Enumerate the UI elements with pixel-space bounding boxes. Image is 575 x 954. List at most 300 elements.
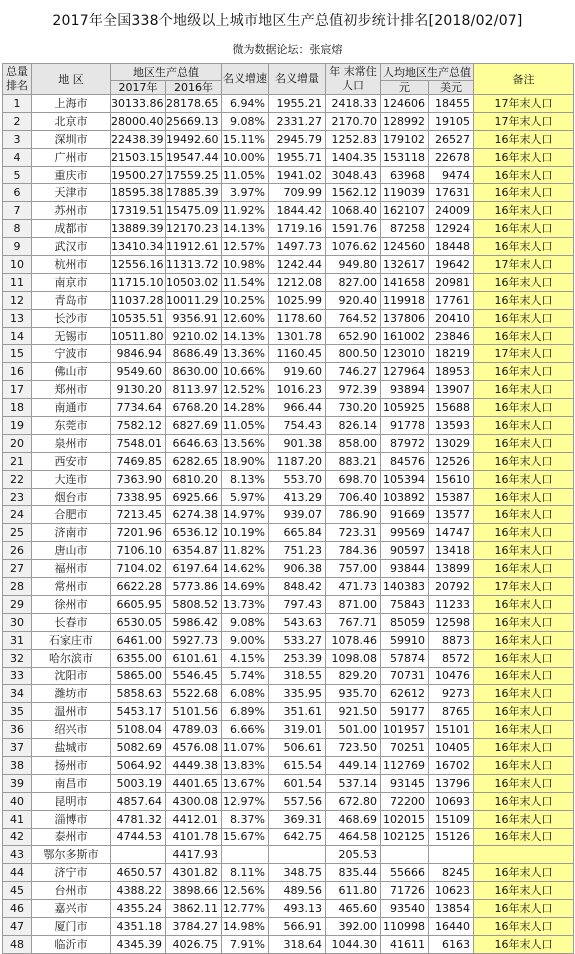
nominal-increment-cell: 2945.79	[269, 130, 326, 148]
rank-cell: 37	[3, 739, 32, 757]
rank-cell: 42	[3, 828, 32, 846]
note-cell: 16年末人口	[474, 560, 574, 578]
per-capita-yuan-cell: 59177	[381, 703, 429, 721]
gdp-2017-cell: 7213.45	[111, 506, 166, 524]
table-row	[3, 882, 574, 900]
table-row	[3, 649, 574, 667]
rank-cell: 3	[3, 130, 32, 148]
note-cell: 16年末人口	[474, 381, 574, 399]
per-capita-yuan-cell: 128992	[381, 112, 429, 130]
note-cell: 16年末人口	[474, 273, 574, 291]
population-cell: 746.27	[326, 363, 381, 381]
table-row	[3, 112, 574, 130]
note-cell: 16年末人口	[474, 792, 574, 810]
gdp-2016-cell: 3898.66	[166, 882, 222, 900]
population-cell: 1068.40	[326, 202, 381, 220]
note-cell: 17年末人口	[474, 345, 574, 363]
population-cell: 800.50	[326, 345, 381, 363]
gdp-2016-cell: 4417.93	[166, 846, 222, 864]
gdp-2016-cell: 5773.86	[166, 578, 222, 596]
nominal-growth-cell: 12.60%	[222, 309, 269, 327]
per-capita-usd-cell: 26527	[429, 130, 474, 148]
rank-cell: 20	[3, 434, 32, 452]
gdp-2017-cell: 7104.02	[111, 560, 166, 578]
per-capita-usd-cell: 24009	[429, 202, 474, 220]
rank-cell: 40	[3, 792, 32, 810]
region-cell: 北京市	[32, 112, 111, 130]
population-cell: 652.90	[326, 327, 381, 345]
table-row	[3, 935, 574, 953]
note-cell: 16年末人口	[474, 417, 574, 435]
rank-cell: 8	[3, 220, 32, 238]
table-row	[3, 363, 574, 381]
header-population: 年 末常住人口	[326, 64, 381, 95]
nominal-growth-cell: 10.25%	[222, 291, 269, 309]
rank-cell: 43	[3, 846, 32, 864]
gdp-2016-cell: 6197.64	[166, 560, 222, 578]
nominal-increment-cell: 1941.02	[269, 166, 326, 184]
population-cell: 1562.12	[326, 184, 381, 202]
region-cell: 临沂市	[32, 935, 111, 953]
table-row	[3, 95, 574, 113]
nominal-increment-cell: 601.54	[269, 774, 326, 792]
region-cell: 成都市	[32, 220, 111, 238]
gdp-2017-cell: 18595.38	[111, 184, 166, 202]
population-cell: 706.40	[326, 488, 381, 506]
region-cell: 长春市	[32, 613, 111, 631]
rank-cell: 4	[3, 148, 32, 166]
table-body	[3, 95, 574, 954]
gdp-ranking-table	[2, 63, 574, 954]
rank-cell: 47	[3, 917, 32, 935]
population-cell: 972.39	[326, 381, 381, 399]
gdp-2017-cell: 21503.15	[111, 148, 166, 166]
nominal-increment-cell: 557.56	[269, 792, 326, 810]
population-cell: 205.53	[326, 846, 381, 864]
per-capita-yuan-cell: 70251	[381, 739, 429, 757]
rank-cell: 7	[3, 202, 32, 220]
rank-cell: 5	[3, 166, 32, 184]
per-capita-usd-cell: 13854	[429, 900, 474, 918]
nominal-increment-cell	[269, 846, 326, 864]
rank-cell: 46	[3, 900, 32, 918]
table-row	[3, 166, 574, 184]
region-cell: 常州市	[32, 578, 111, 596]
note-cell: 16年末人口	[474, 184, 574, 202]
per-capita-yuan-cell: 71726	[381, 882, 429, 900]
region-cell: 深圳市	[32, 130, 111, 148]
per-capita-usd-cell: 20981	[429, 273, 474, 291]
nominal-growth-cell: 6.94%	[222, 95, 269, 113]
gdp-2016-cell: 8630.00	[166, 363, 222, 381]
gdp-2016-cell: 4026.75	[166, 935, 222, 953]
note-cell: 16年末人口	[474, 488, 574, 506]
population-cell: 921.50	[326, 703, 381, 721]
nominal-increment-cell: 1955.71	[269, 148, 326, 166]
per-capita-usd-cell: 20410	[429, 309, 474, 327]
nominal-increment-cell: 533.27	[269, 631, 326, 649]
region-cell: 青岛市	[32, 291, 111, 309]
gdp-2016-cell: 6101.61	[166, 649, 222, 667]
nominal-increment-cell: 642.75	[269, 828, 326, 846]
region-cell: 上海市	[32, 95, 111, 113]
table-row	[3, 864, 574, 882]
per-capita-usd-cell: 8873	[429, 631, 474, 649]
table-row	[3, 220, 574, 238]
header-gdp-2016: 2016年	[166, 81, 222, 95]
region-cell: 天津市	[32, 184, 111, 202]
per-capita-yuan-cell: 119039	[381, 184, 429, 202]
table-row	[3, 578, 574, 596]
region-cell: 郑州市	[32, 381, 111, 399]
table-row	[3, 792, 574, 810]
gdp-2017-cell: 6355.00	[111, 649, 166, 667]
nominal-growth-cell: 6.89%	[222, 703, 269, 721]
per-capita-usd-cell: 15688	[429, 399, 474, 417]
gdp-2016-cell: 10011.29	[166, 291, 222, 309]
region-cell: 温州市	[32, 703, 111, 721]
region-cell: 大连市	[32, 470, 111, 488]
nominal-increment-cell: 553.70	[269, 470, 326, 488]
population-cell: 2170.70	[326, 112, 381, 130]
region-cell: 厦门市	[32, 917, 111, 935]
nominal-growth-cell: 12.52%	[222, 381, 269, 399]
note-cell: 16年末人口	[474, 882, 574, 900]
gdp-2016-cell: 5986.42	[166, 613, 222, 631]
region-cell: 哈尔滨市	[32, 649, 111, 667]
gdp-2016-cell: 6810.20	[166, 470, 222, 488]
nominal-increment-cell: 1955.21	[269, 95, 326, 113]
nominal-increment-cell: 797.43	[269, 595, 326, 613]
nominal-growth-cell: 15.67%	[222, 828, 269, 846]
rank-cell: 34	[3, 685, 32, 703]
gdp-2016-cell: 6925.66	[166, 488, 222, 506]
note-cell: 16年末人口	[474, 452, 574, 470]
region-cell: 扬州市	[32, 756, 111, 774]
per-capita-usd-cell: 8765	[429, 703, 474, 721]
header-region: 地 区	[32, 64, 111, 95]
gdp-2016-cell: 4101.78	[166, 828, 222, 846]
per-capita-usd-cell: 11233	[429, 595, 474, 613]
per-capita-usd-cell: 13907	[429, 381, 474, 399]
nominal-growth-cell: 13.73%	[222, 595, 269, 613]
per-capita-usd-cell: 17761	[429, 291, 474, 309]
table-row	[3, 613, 574, 631]
gdp-2017-cell: 12556.16	[111, 256, 166, 274]
rank-cell: 24	[3, 506, 32, 524]
table-row	[3, 184, 574, 202]
per-capita-yuan-cell: 93540	[381, 900, 429, 918]
nominal-growth-cell: 6.66%	[222, 721, 269, 739]
per-capita-usd-cell: 13796	[429, 774, 474, 792]
gdp-2016-cell: 19547.44	[166, 148, 222, 166]
region-cell: 南昌市	[32, 774, 111, 792]
gdp-2017-cell: 4781.32	[111, 810, 166, 828]
nominal-increment-cell: 351.61	[269, 703, 326, 721]
population-cell: 767.71	[326, 613, 381, 631]
nominal-growth-cell: 10.98%	[222, 256, 269, 274]
per-capita-yuan-cell: 119918	[381, 291, 429, 309]
nominal-growth-cell: 14.13%	[222, 220, 269, 238]
per-capita-usd-cell: 13899	[429, 560, 474, 578]
gdp-2016-cell: 6646.63	[166, 434, 222, 452]
per-capita-usd-cell: 18455	[429, 95, 474, 113]
per-capita-yuan-cell: 93844	[381, 560, 429, 578]
nominal-increment-cell: 1719.16	[269, 220, 326, 238]
nominal-increment-cell: 369.31	[269, 810, 326, 828]
nominal-growth-cell: 7.91%	[222, 935, 269, 953]
rank-cell: 16	[3, 363, 32, 381]
nominal-growth-cell: 9.00%	[222, 631, 269, 649]
gdp-2017-cell: 5064.92	[111, 756, 166, 774]
gdp-2016-cell: 3784.27	[166, 917, 222, 935]
nominal-growth-cell: 8.11%	[222, 864, 269, 882]
nominal-increment-cell: 919.60	[269, 363, 326, 381]
header-note: 备注	[474, 64, 574, 95]
per-capita-usd-cell: 16440	[429, 917, 474, 935]
gdp-2016-cell: 4412.01	[166, 810, 222, 828]
rank-cell: 21	[3, 452, 32, 470]
gdp-2017-cell: 5082.69	[111, 739, 166, 757]
nominal-increment-cell: 848.42	[269, 578, 326, 596]
gdp-2017-cell: 5003.19	[111, 774, 166, 792]
nominal-growth-cell: 11.05%	[222, 417, 269, 435]
rank-cell: 9	[3, 238, 32, 256]
nominal-growth-cell: 11.05%	[222, 166, 269, 184]
nominal-increment-cell: 543.63	[269, 613, 326, 631]
per-capita-usd-cell: 15610	[429, 470, 474, 488]
per-capita-usd-cell: 22678	[429, 148, 474, 166]
gdp-2017-cell: 4650.57	[111, 864, 166, 882]
per-capita-yuan-cell: 57874	[381, 649, 429, 667]
note-cell: 16年末人口	[474, 685, 574, 703]
note-cell: 16年末人口	[474, 470, 574, 488]
nominal-growth-cell: 13.67%	[222, 774, 269, 792]
per-capita-usd-cell: 13593	[429, 417, 474, 435]
gdp-2017-cell: 19500.27	[111, 166, 166, 184]
per-capita-usd-cell: 10693	[429, 792, 474, 810]
population-cell: 471.73	[326, 578, 381, 596]
gdp-2016-cell: 28178.65	[166, 95, 222, 113]
region-cell: 西安市	[32, 452, 111, 470]
per-capita-usd-cell: 18448	[429, 238, 474, 256]
population-cell: 764.52	[326, 309, 381, 327]
note-cell: 16年末人口	[474, 506, 574, 524]
gdp-2017-cell: 4355.24	[111, 900, 166, 918]
nominal-increment-cell: 318.64	[269, 935, 326, 953]
gdp-2016-cell: 8113.97	[166, 381, 222, 399]
region-cell: 南通市	[32, 399, 111, 417]
note-cell: 16年末人口	[474, 309, 574, 327]
nominal-growth-cell: 8.13%	[222, 470, 269, 488]
table-row	[3, 667, 574, 685]
note-cell: 17年末人口	[474, 112, 574, 130]
per-capita-usd-cell: 8572	[429, 649, 474, 667]
region-cell: 盐城市	[32, 739, 111, 757]
population-cell: 1098.08	[326, 649, 381, 667]
gdp-2016-cell: 4300.08	[166, 792, 222, 810]
per-capita-yuan-cell: 123010	[381, 345, 429, 363]
rank-cell: 32	[3, 649, 32, 667]
per-capita-usd-cell: 14747	[429, 524, 474, 542]
table-row	[3, 273, 574, 291]
nominal-growth-cell: 10.19%	[222, 524, 269, 542]
per-capita-yuan-cell: 70731	[381, 667, 429, 685]
per-capita-yuan-cell: 112769	[381, 756, 429, 774]
population-cell: 920.40	[326, 291, 381, 309]
population-cell: 829.20	[326, 667, 381, 685]
table-row	[3, 399, 574, 417]
region-cell: 嘉兴市	[32, 900, 111, 918]
population-cell: 465.60	[326, 900, 381, 918]
per-capita-usd-cell: 10623	[429, 882, 474, 900]
nominal-increment-cell: 319.01	[269, 721, 326, 739]
nominal-increment-cell: 1187.20	[269, 452, 326, 470]
per-capita-usd-cell: 18219	[429, 345, 474, 363]
population-cell: 757.00	[326, 560, 381, 578]
nominal-increment-cell: 2331.27	[269, 112, 326, 130]
nominal-growth-cell: 12.57%	[222, 238, 269, 256]
region-cell: 福州市	[32, 560, 111, 578]
per-capita-usd-cell: 16702	[429, 756, 474, 774]
rank-cell: 30	[3, 613, 32, 631]
gdp-2017-cell: 30133.86	[111, 95, 166, 113]
rank-cell: 31	[3, 631, 32, 649]
per-capita-yuan-cell: 102015	[381, 810, 429, 828]
nominal-increment-cell: 1212.08	[269, 273, 326, 291]
nominal-increment-cell: 665.84	[269, 524, 326, 542]
rank-cell: 12	[3, 291, 32, 309]
gdp-2017-cell: 11715.10	[111, 273, 166, 291]
note-cell: 16年末人口	[474, 613, 574, 631]
population-cell: 449.14	[326, 756, 381, 774]
rank-cell: 33	[3, 667, 32, 685]
region-cell: 潍坊市	[32, 685, 111, 703]
population-cell: 392.00	[326, 917, 381, 935]
rank-cell: 18	[3, 399, 32, 417]
note-cell: 16年末人口	[474, 864, 574, 882]
nominal-growth-cell: 5.97%	[222, 488, 269, 506]
table-row	[3, 148, 574, 166]
gdp-2016-cell: 6354.87	[166, 542, 222, 560]
per-capita-yuan-cell: 124560	[381, 238, 429, 256]
gdp-2016-cell: 17559.25	[166, 166, 222, 184]
population-cell: 883.21	[326, 452, 381, 470]
nominal-increment-cell: 751.23	[269, 542, 326, 560]
header-per-capita-usd: 美元	[429, 81, 474, 95]
gdp-2016-cell: 5546.45	[166, 667, 222, 685]
per-capita-usd-cell: 20792	[429, 578, 474, 596]
note-cell: 16年末人口	[474, 542, 574, 560]
population-cell: 1078.46	[326, 631, 381, 649]
gdp-2017-cell: 7106.10	[111, 542, 166, 560]
rank-cell: 29	[3, 595, 32, 613]
note-cell: 16年末人口	[474, 649, 574, 667]
gdp-2016-cell: 5101.56	[166, 703, 222, 721]
header-per-capita: 人均地区生产总值	[381, 64, 474, 81]
region-cell: 石家庄市	[32, 631, 111, 649]
region-cell: 佛山市	[32, 363, 111, 381]
gdp-2017-cell: 5865.00	[111, 667, 166, 685]
note-cell: 16年末人口	[474, 810, 574, 828]
table-row	[3, 685, 574, 703]
note-cell: 16年末人口	[474, 667, 574, 685]
rank-cell: 39	[3, 774, 32, 792]
gdp-2016-cell: 12170.23	[166, 220, 222, 238]
note-cell: 16年末人口	[474, 238, 574, 256]
nominal-increment-cell: 1016.23	[269, 381, 326, 399]
per-capita-yuan-cell: 84576	[381, 452, 429, 470]
per-capita-yuan-cell: 41611	[381, 935, 429, 953]
region-cell: 南京市	[32, 273, 111, 291]
per-capita-yuan-cell: 87258	[381, 220, 429, 238]
nominal-growth-cell: 8.37%	[222, 810, 269, 828]
nominal-growth-cell: 12.56%	[222, 882, 269, 900]
region-cell: 苏州市	[32, 202, 111, 220]
gdp-2016-cell: 5522.68	[166, 685, 222, 703]
table-row	[3, 345, 574, 363]
rank-cell: 15	[3, 345, 32, 363]
gdp-2017-cell: 7201.96	[111, 524, 166, 542]
nominal-increment-cell: 906.38	[269, 560, 326, 578]
region-cell: 鄂尔多斯市	[32, 846, 111, 864]
per-capita-yuan-cell: 93145	[381, 774, 429, 792]
note-cell: 16年末人口	[474, 202, 574, 220]
nominal-increment-cell: 1025.99	[269, 291, 326, 309]
nominal-growth-cell: 14.13%	[222, 327, 269, 345]
gdp-2017-cell: 22438.39	[111, 130, 166, 148]
per-capita-usd-cell: 15126	[429, 828, 474, 846]
nominal-growth-cell: 12.77%	[222, 900, 269, 918]
table-row	[3, 434, 574, 452]
per-capita-yuan-cell: 110998	[381, 917, 429, 935]
region-cell: 绍兴市	[32, 721, 111, 739]
per-capita-yuan-cell: 87972	[381, 434, 429, 452]
gdp-2017-cell: 9130.20	[111, 381, 166, 399]
note-cell: 16年末人口	[474, 291, 574, 309]
gdp-2016-cell: 4789.03	[166, 721, 222, 739]
gdp-2016-cell: 25669.13	[166, 112, 222, 130]
rank-cell: 22	[3, 470, 32, 488]
table-row	[3, 703, 574, 721]
per-capita-usd-cell: 23846	[429, 327, 474, 345]
table-row	[3, 488, 574, 506]
population-cell: 501.00	[326, 721, 381, 739]
population-cell: 835.44	[326, 864, 381, 882]
nominal-growth-cell: 13.83%	[222, 756, 269, 774]
gdp-2016-cell: 8686.49	[166, 345, 222, 363]
gdp-2017-cell: 17319.51	[111, 202, 166, 220]
gdp-2016-cell: 11313.72	[166, 256, 222, 274]
gdp-2017-cell: 10535.51	[111, 309, 166, 327]
nominal-growth-cell: 11.07%	[222, 739, 269, 757]
gdp-2017-cell: 6530.05	[111, 613, 166, 631]
per-capita-yuan-cell: 105394	[381, 470, 429, 488]
rank-cell: 41	[3, 810, 32, 828]
rank-cell: 28	[3, 578, 32, 596]
note-cell: 16年末人口	[474, 595, 574, 613]
rank-cell: 10	[3, 256, 32, 274]
gdp-2016-cell: 6768.20	[166, 399, 222, 417]
nominal-growth-cell: 4.15%	[222, 649, 269, 667]
gdp-2017-cell: 4351.18	[111, 917, 166, 935]
gdp-2017-cell: 28000.40	[111, 112, 166, 130]
gdp-2017-cell: 5453.17	[111, 703, 166, 721]
nominal-increment-cell: 901.38	[269, 434, 326, 452]
per-capita-usd-cell: 15101	[429, 721, 474, 739]
per-capita-yuan-cell: 72200	[381, 792, 429, 810]
table-row	[3, 900, 574, 918]
